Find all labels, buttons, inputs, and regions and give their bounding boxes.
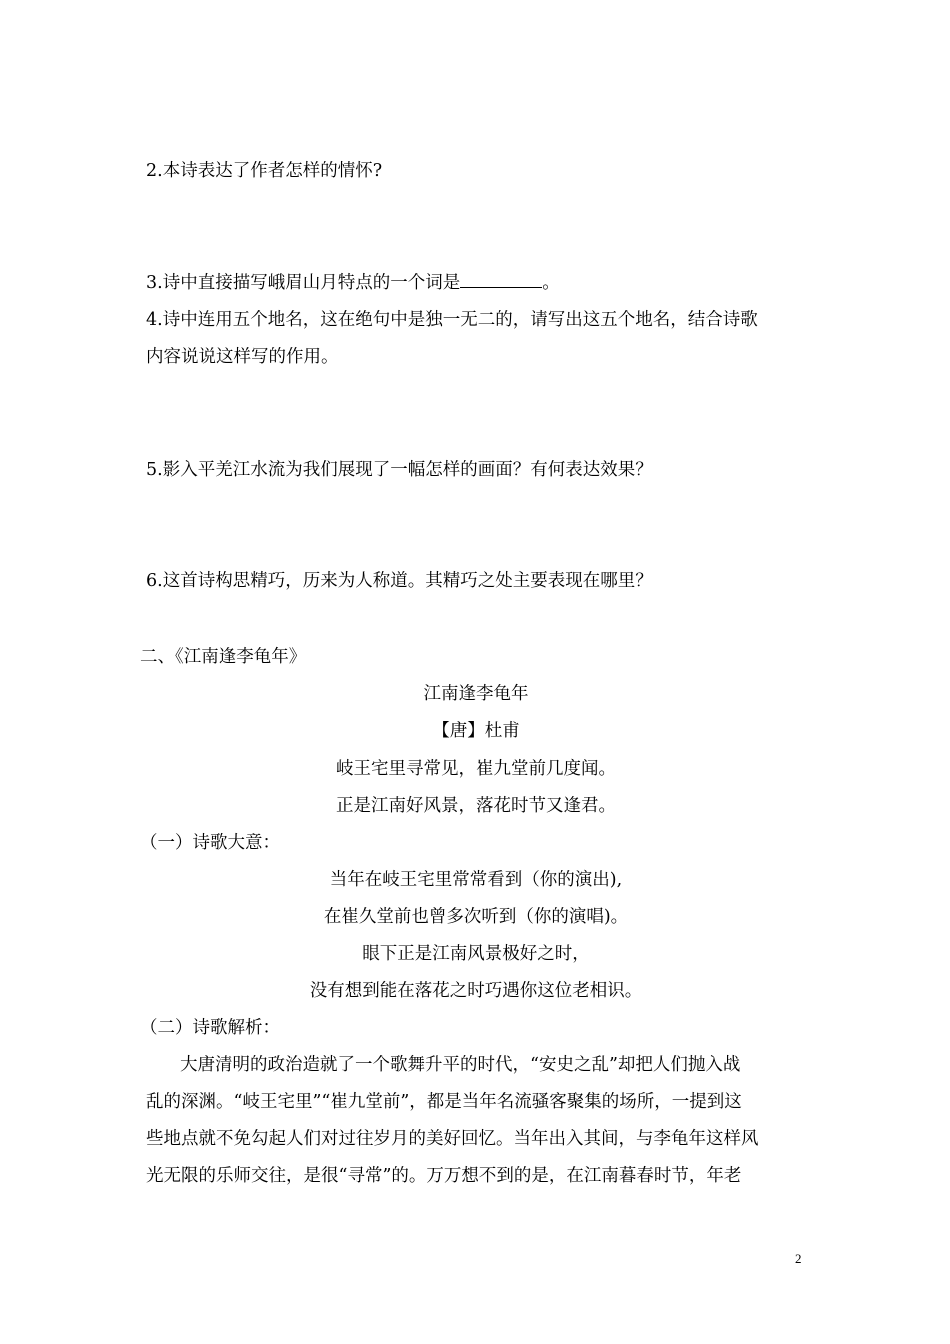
question-3-end: 。 — [542, 273, 560, 293]
meaning-heading: （一）诗歌大意： — [140, 833, 280, 853]
analysis-heading: （二）诗歌解析： — [140, 1018, 280, 1038]
section-heading: 二、《江南逢李龟年》 — [140, 647, 307, 667]
analysis-line: 乱的深渊。“岐王宅里”“崔九堂前”，都是当年名流骚客聚集的场所，一提到这 — [146, 1092, 742, 1112]
question-2: 2.本诗表达了作者怎样的情怀? — [146, 161, 383, 181]
question-5: 5.影入平羌江水流为我们展现了一幅怎样的画面？有何表达效果？ — [146, 460, 653, 480]
page-number: 2 — [795, 1251, 802, 1266]
question-4-line-1: 4.诗中连用五个地名，这在绝句中是独一无二的，请写出这五个地名，结合诗歌 — [146, 310, 758, 330]
question-3-text: 3.诗中直接描写峨眉山月特点的一个词是 — [146, 273, 461, 293]
poem-line-2: 正是江南好风景，落花时节又逢君。 — [336, 796, 616, 816]
meaning-line: 眼下正是江南风景极好之时， — [362, 944, 590, 964]
analysis-line: 大唐清明的政治造就了一个歌舞升平的时代，“安史之乱”却把人们抛入战 — [180, 1055, 741, 1075]
poem-title: 江南逢李龟年 — [423, 684, 529, 704]
analysis-line: 光无限的乐师交往，是很“寻常”的。万万想不到的是，在江南暮春时节，年老 — [146, 1166, 742, 1186]
poem-line-1: 岐王宅里寻常见，崔九堂前几度闻。 — [336, 759, 616, 779]
question-4-line-2: 内容说说这样写的作用。 — [146, 347, 339, 367]
meaning-line: 没有想到能在落花之时巧遇你这位老相识。 — [309, 981, 643, 1001]
meaning-line: 当年在岐王宅里常常看到（你的演出), — [329, 870, 623, 890]
meaning-line: 在崔久堂前也曾多次听到（你的演唱)。 — [323, 907, 629, 927]
poem-author: 【唐】杜甫 — [432, 721, 520, 741]
answer-blank — [460, 271, 542, 288]
question-6: 6.这首诗构思精巧，历来为人称道。其精巧之处主要表现在哪里？ — [146, 571, 653, 591]
question-3 — [146, 271, 560, 295]
analysis-line: 些地点就不免勾起人们对过往岁月的美好回忆。当年出入其间，与李龟年这样风 — [146, 1129, 759, 1149]
